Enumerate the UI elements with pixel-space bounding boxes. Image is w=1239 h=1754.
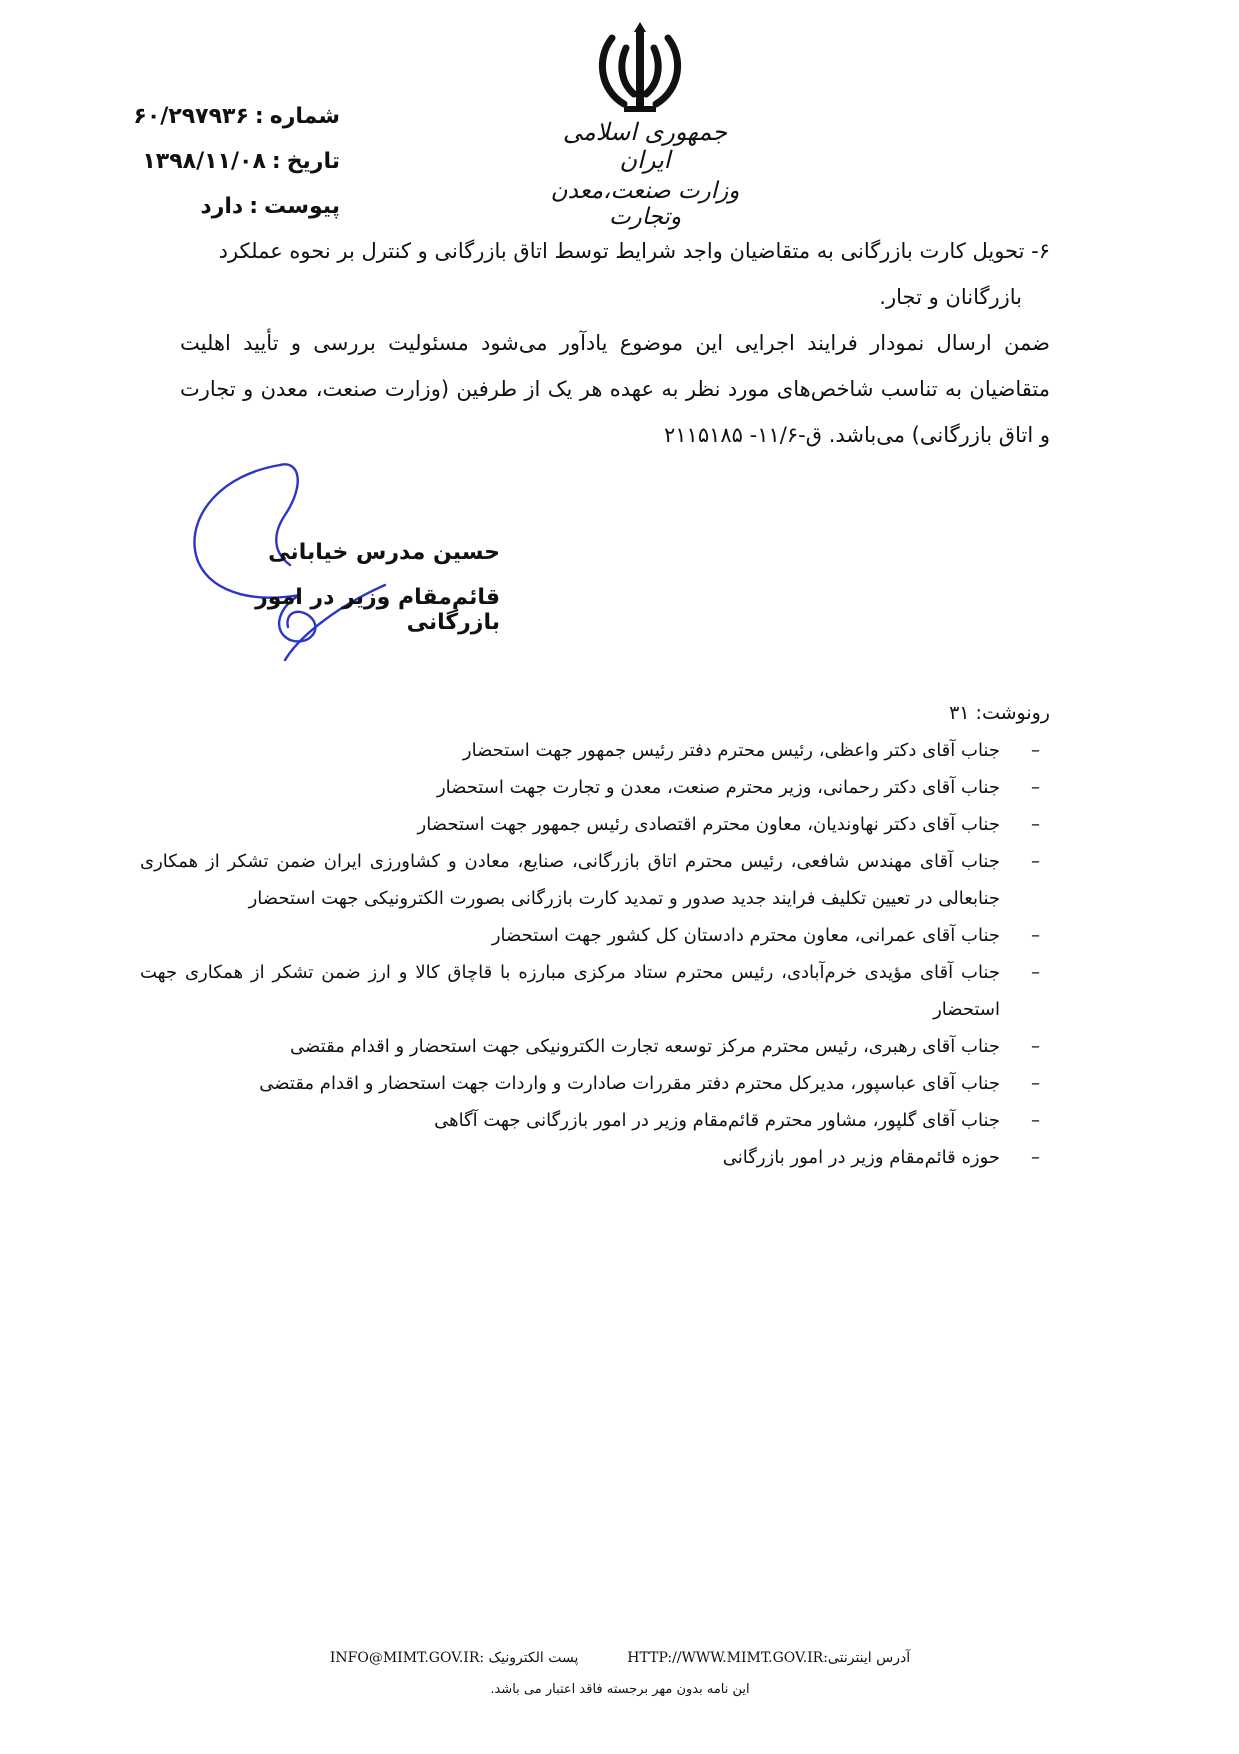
footer-note: این نامه بدون مهر برجسته فاقد اعتبار می باشد. [490,1682,750,1697]
cc-item: – حوزه قائم‌مقام وزیر در امور بازرگانی [722,1147,1040,1168]
letter-number: شماره:۶۰/۲۹۷۹۳۶ [133,104,340,129]
letter-date: تاریخ:۱۳۹۸/۱۱/۰۸ [142,149,340,174]
cc-item: – جناب آقای مؤیدی خرم‌آبادی، رئیس محترم ستاد مرکزی مبارزه با قاچاق کالا و ارز ضمن تشکر از همکاری جهت استحضار [140,962,1040,1020]
handwritten-signature-icon [190,455,440,705]
cc-heading: رونوشت: ۳۱ [949,702,1050,724]
letter-body [180,228,1050,458]
cc-item: – جناب آقای دکتر واعظی، رئیس محترم دفتر رئیس جمهور جهت استحضار [462,740,1040,761]
email-label: پست الکترونیک : [479,1650,579,1666]
cc-item: – جناب آقای دکتر نهاوندیان، معاون محترم اقتصادی رئیس جمهور جهت استحضار [417,814,1040,835]
letter-attachment: پیوست:دارد [200,194,340,219]
government-name: جمهوری اسلامی ایران [562,118,728,174]
cc-item: – جناب آقای رهبری، رئیس محترم مرکز توسعه تجارت الکترونیکی جهت استحضار و اقدام مقتضی [290,1036,1040,1057]
cc-item: – جناب آقای عباسپور، مدیرکل محترم دفتر مقررات صادارت و واردات جهت استحضار و اقدام مقتضی [259,1073,1040,1094]
footer-contact [300,1650,940,1666]
signer-name: حسین مدرس خیابانی [268,540,500,565]
cc-item: – جناب آقای گلپور، مشاور محترم قائم‌مقام وزیر در امور بازرگانی جهت آگاهی [434,1110,1040,1131]
cc-item: – جناب آقای مهندس شافعی، رئیس محترم اتاق بازرگانی، صنایع، معادن و کشاورزی ایران ضمن تشکر از همکاری جنابعالی در تعیین تکلیف فرایند جدید صدور و تمدید کارت بازرگانی بصورت الکترونیکی جهت استحضار [140,851,1040,909]
body-item-6: ۶- تحویل کارت بازرگانی به متقاضیان واجد شرایط توسط اتاق بازرگانی و کنترل بر نحوه عملکرد بازرگانان و تجار. [218,239,1050,309]
ministry-name: وزارت صنعت،معدن وتجارت [550,178,740,230]
cc-item: – جناب آقای دکتر رحمانی، وزیر محترم صنعت، معدن و تجارت جهت استحضار [436,777,1040,798]
email-link[interactable]: INFO@MIMT.GOV.IR [329,1650,480,1666]
letter-meta [110,94,340,229]
website-link[interactable]: HTTP://WWW.MIMT.GOV.IR [627,1650,824,1666]
iran-emblem-icon [590,18,690,118]
cc-list [140,732,1040,1176]
cc-item: – جناب آقای عمرانی، معاون محترم دادستان کل کشور جهت استحضار [491,925,1040,946]
website-label: آدرس اینترنتی: [823,1650,911,1666]
body-paragraph: ضمن ارسال نمودار فرایند اجرایی این موضوع یادآور می‌شود مسئولیت بررسی و تأیید اهلیت متقاضیان به تناسب شاخص‌های مورد نظر به عهده هر یک از طرفین (وزارت صنعت، معدن و تجارت و اتاق بازرگانی) می‌باشد. ق-۱۱/۶- ۲۱۱۵۱۸۵ [180,331,1050,447]
signer-title: قائم‌مقام وزیر در امور بازرگانی [255,585,500,635]
